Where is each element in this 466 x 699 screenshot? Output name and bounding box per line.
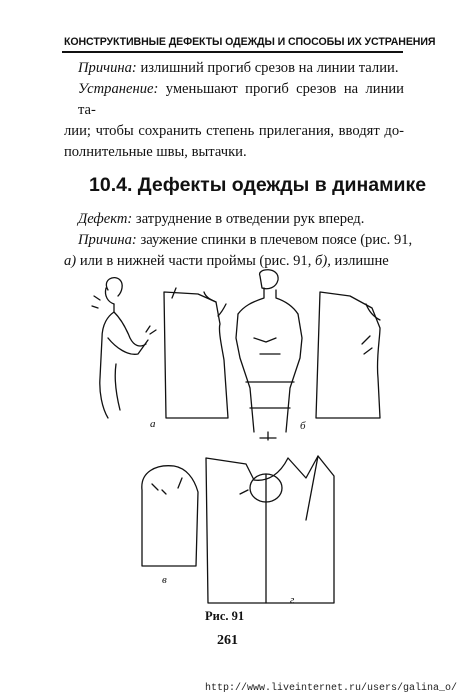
fix-label: Устранение: — [78, 81, 159, 97]
page-number: 261 — [217, 633, 238, 648]
figure-91-drawing — [80, 268, 400, 623]
running-head: КОНСТРУКТИВНЫЕ ДЕФЕКТЫ ОДЕЖДЫ И СПОСОБЫ ИХ УСТРАНЕНИЯ — [64, 36, 436, 48]
ref-b: б), — [315, 253, 331, 269]
figure-v-sleeve — [142, 466, 198, 566]
paragraph-defect — [64, 209, 413, 272]
cause2-text-3: излишне — [330, 253, 389, 269]
figure-a-back-pattern — [164, 288, 228, 418]
fix-text-1: уменьшают прогиб срезов на линии та- — [78, 81, 404, 118]
defect-line — [64, 209, 404, 230]
label-b: б — [300, 420, 306, 432]
ref-a: а) — [64, 253, 77, 269]
cause-text: излишний прогиб срезов на линии талии. — [136, 60, 399, 76]
cause2-text-2: или в нижней части проймы (рис. 91, — [76, 253, 316, 269]
header-rule — [62, 51, 403, 53]
fix-line-2: лии; чтобы сохранить степень прилегания, вводят до- — [64, 123, 404, 139]
cause2-label: Причина: — [78, 232, 137, 248]
cause2-line-1 — [64, 230, 413, 251]
cause2-text-1: заужение спинки в плечевом поясе (рис. 91, — [136, 232, 413, 248]
section-title: 10.4. Дефекты одежды в динамике — [89, 174, 427, 196]
label-v: в — [162, 574, 167, 586]
label-a: а — [150, 418, 156, 430]
cause-label: Причина: — [78, 60, 137, 76]
paragraph-cause-fix — [64, 58, 404, 163]
figure-b-side-pattern — [316, 292, 380, 418]
fix-line-3: полнительные швы, вытачки. — [64, 144, 247, 160]
watermark-url: http://www.liveinternet.ru/users/galina_o/ — [205, 683, 458, 694]
figure-91 — [80, 268, 400, 623]
figure-g-bodice-pattern — [206, 456, 334, 603]
figure-b-woman-back — [236, 270, 302, 440]
figure-a-woman-reaching — [92, 278, 156, 418]
fix-line-1 — [64, 79, 404, 121]
defect-text: затруднение в отведении рук вперед. — [132, 211, 365, 227]
figure-caption: Рис. 91 — [205, 609, 245, 623]
cause-line — [64, 58, 404, 79]
label-g: г — [290, 594, 295, 606]
defect-label: Дефект: — [78, 211, 133, 227]
